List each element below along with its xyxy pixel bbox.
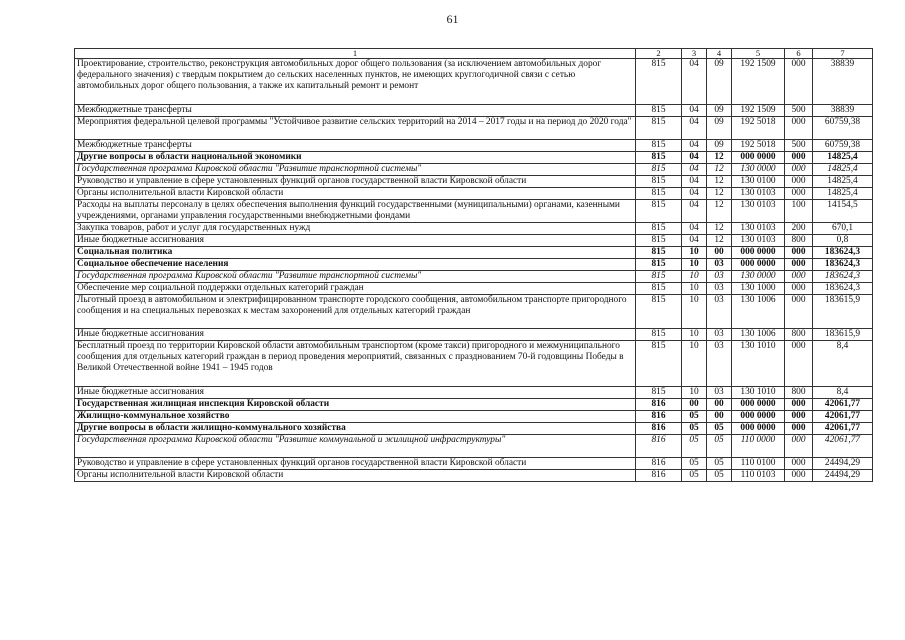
target-article-cell: 000 0000	[732, 399, 785, 411]
row-name-cell: Другие вопросы в области национальной экономики	[75, 152, 636, 164]
subsection-code-cell: 03	[707, 271, 732, 283]
department-code-cell: 816	[636, 470, 682, 482]
department-code-cell: 815	[636, 235, 682, 247]
amount-cell: 183624,3	[813, 283, 873, 295]
section-code-cell: 05	[682, 470, 707, 482]
table-row	[75, 164, 873, 176]
department-code-cell: 815	[636, 105, 682, 117]
subsection-code-cell: 12	[707, 188, 732, 200]
amount-cell: 670,1	[813, 223, 873, 235]
row-name-cell: Органы исполнительной власти Кировской области	[75, 188, 636, 200]
subsection-code-cell: 12	[707, 200, 732, 223]
subsection-code-cell: 00	[707, 411, 732, 423]
amount-cell: 8,4	[813, 387, 873, 399]
section-code-cell: 04	[682, 223, 707, 235]
target-article-cell: 000 0000	[732, 152, 785, 164]
section-code-cell: 04	[682, 235, 707, 247]
subsection-code-cell: 05	[707, 458, 732, 470]
subsection-code-cell: 03	[707, 341, 732, 387]
expense-type-cell: 000	[785, 458, 813, 470]
table-row	[75, 200, 873, 223]
expense-type-cell: 000	[785, 152, 813, 164]
department-code-cell: 815	[636, 341, 682, 387]
amount-cell: 42061,77	[813, 423, 873, 435]
table-row	[75, 105, 873, 117]
section-code-cell: 05	[682, 435, 707, 458]
section-code-cell: 04	[682, 200, 707, 223]
amount-cell: 38839	[813, 105, 873, 117]
table-row	[75, 295, 873, 329]
table-row	[75, 423, 873, 435]
target-article-cell: 130 0000	[732, 271, 785, 283]
department-code-cell: 816	[636, 423, 682, 435]
target-article-cell: 130 0000	[732, 164, 785, 176]
department-code-cell: 816	[636, 458, 682, 470]
row-name-cell: Государственная программа Кировской области "Развитие коммунальной и жилищной инфраструктуры"	[75, 435, 636, 458]
table-row	[75, 140, 873, 152]
table-row	[75, 283, 873, 295]
amount-cell: 60759,38	[813, 117, 873, 140]
department-code-cell: 816	[636, 435, 682, 458]
amount-cell: 183624,3	[813, 247, 873, 259]
expense-type-cell: 000	[785, 399, 813, 411]
column-header: 3	[682, 49, 707, 59]
column-header: 2	[636, 49, 682, 59]
row-name-cell: Руководство и управление в сфере установленных функций органов государственной власти Кировской области	[75, 176, 636, 188]
row-name-cell: Льготный проезд в автомобильном и электрифицированном транспорте городского сообщения, автомобильном транспорте пригородного сообщения и на специальных перевозках к местам захоронений для отдельных категорий граждан	[75, 295, 636, 329]
department-code-cell: 815	[636, 271, 682, 283]
expense-type-cell: 000	[785, 164, 813, 176]
target-article-cell: 130 0103	[732, 223, 785, 235]
target-article-cell: 130 1000	[732, 283, 785, 295]
row-name-cell: Органы исполнительной власти Кировской области	[75, 470, 636, 482]
expense-type-cell: 000	[785, 271, 813, 283]
target-article-cell: 130 0103	[732, 200, 785, 223]
row-name-cell: Межбюджетные трансферты	[75, 140, 636, 152]
table-header-row	[75, 49, 873, 59]
section-code-cell: 04	[682, 117, 707, 140]
row-name-cell: Жилищно-коммунальное хозяйство	[75, 411, 636, 423]
amount-cell: 60759,38	[813, 140, 873, 152]
section-code-cell: 10	[682, 259, 707, 271]
row-name-cell: Социальная политика	[75, 247, 636, 259]
table-row	[75, 387, 873, 399]
subsection-code-cell: 09	[707, 117, 732, 140]
page-number: 61	[446, 12, 459, 26]
row-name-cell: Иные бюджетные ассигнования	[75, 329, 636, 341]
section-code-cell: 10	[682, 341, 707, 387]
expense-type-cell: 000	[785, 411, 813, 423]
row-name-cell: Иные бюджетные ассигнования	[75, 235, 636, 247]
department-code-cell: 815	[636, 223, 682, 235]
subsection-code-cell: 05	[707, 435, 732, 458]
subsection-code-cell: 12	[707, 235, 732, 247]
section-code-cell: 04	[682, 176, 707, 188]
table-row	[75, 329, 873, 341]
table-row	[75, 341, 873, 387]
target-article-cell: 110 0100	[732, 458, 785, 470]
expense-type-cell: 000	[785, 341, 813, 387]
section-code-cell: 05	[682, 411, 707, 423]
department-code-cell: 815	[636, 283, 682, 295]
table-row	[75, 176, 873, 188]
table-row	[75, 271, 873, 283]
department-code-cell: 816	[636, 399, 682, 411]
table-row	[75, 223, 873, 235]
row-name-cell: Другие вопросы в области жилищно-коммунального хозяйства	[75, 423, 636, 435]
subsection-code-cell: 03	[707, 295, 732, 329]
subsection-code-cell: 09	[707, 105, 732, 117]
target-article-cell: 130 0103	[732, 235, 785, 247]
subsection-code-cell: 03	[707, 387, 732, 399]
section-code-cell: 10	[682, 387, 707, 399]
amount-cell: 14825,4	[813, 176, 873, 188]
target-article-cell: 110 0000	[732, 435, 785, 458]
expense-type-cell: 000	[785, 259, 813, 271]
expense-type-cell: 000	[785, 435, 813, 458]
expense-type-cell: 000	[785, 117, 813, 140]
section-code-cell: 10	[682, 295, 707, 329]
section-code-cell: 04	[682, 152, 707, 164]
expense-type-cell: 000	[785, 283, 813, 295]
amount-cell: 42061,77	[813, 399, 873, 411]
department-code-cell: 815	[636, 152, 682, 164]
row-name-cell: Проектирование, строительство, реконструкция автомобильных дорог общего пользования (за исключением автомобильных дорог федерального значения) с твердым покрытием до сельских населенных пунктов, не имеющих круглогодичной связи с сетью автомобильных дорог общего пользования, а также их капитальный ремонт и ремонт	[75, 59, 636, 105]
section-code-cell: 04	[682, 105, 707, 117]
amount-cell: 14825,4	[813, 152, 873, 164]
section-code-cell: 04	[682, 164, 707, 176]
department-code-cell: 815	[636, 259, 682, 271]
subsection-code-cell: 03	[707, 259, 732, 271]
table-row	[75, 117, 873, 140]
expense-type-cell: 800	[785, 387, 813, 399]
target-article-cell: 130 0103	[732, 188, 785, 200]
amount-cell: 24494,29	[813, 458, 873, 470]
subsection-code-cell: 03	[707, 283, 732, 295]
subsection-code-cell: 12	[707, 223, 732, 235]
table-row	[75, 470, 873, 482]
table-row	[75, 152, 873, 164]
section-code-cell: 04	[682, 188, 707, 200]
subsection-code-cell: 12	[707, 176, 732, 188]
department-code-cell: 816	[636, 411, 682, 423]
table-row	[75, 247, 873, 259]
column-header: 4	[707, 49, 732, 59]
target-article-cell: 130 1010	[732, 341, 785, 387]
row-name-cell: Бесплатный проезд по территории Кировской области автомобильным транспортом (кроме такси) пригородного и межмуниципального сообщения для отдельных категорий граждан в период проведения мероприятий, связанных с празднованием 70-й годовщины Победы в Великой Отечественной войне 1941 – 1945 годов	[75, 341, 636, 387]
row-name-cell: Закупка товаров, работ и услуг для государственных нужд	[75, 223, 636, 235]
amount-cell: 42061,77	[813, 411, 873, 423]
department-code-cell: 815	[636, 387, 682, 399]
row-name-cell: Иные бюджетные ассигнования	[75, 387, 636, 399]
row-name-cell: Расходы на выплаты персоналу в целях обеспечения выполнения функций государственными (муниципальными) органами, казенными учреждениями, органами управления государственными внебюджетными фондами	[75, 200, 636, 223]
expense-type-cell: 000	[785, 247, 813, 259]
expense-type-cell: 800	[785, 235, 813, 247]
budget-table	[74, 48, 873, 482]
section-code-cell: 04	[682, 59, 707, 105]
subsection-code-cell: 05	[707, 423, 732, 435]
department-code-cell: 815	[636, 176, 682, 188]
target-article-cell: 130 1006	[732, 329, 785, 341]
amount-cell: 183624,3	[813, 271, 873, 283]
table-row	[75, 458, 873, 470]
department-code-cell: 815	[636, 59, 682, 105]
amount-cell: 183615,9	[813, 295, 873, 329]
expense-type-cell: 000	[785, 470, 813, 482]
row-name-cell: Межбюджетные трансферты	[75, 105, 636, 117]
table-row	[75, 235, 873, 247]
amount-cell: 42061,77	[813, 435, 873, 458]
target-article-cell: 110 0103	[732, 470, 785, 482]
target-article-cell: 000 0000	[732, 259, 785, 271]
target-article-cell: 192 5018	[732, 140, 785, 152]
section-code-cell: 05	[682, 458, 707, 470]
subsection-code-cell: 09	[707, 59, 732, 105]
amount-cell: 0,8	[813, 235, 873, 247]
department-code-cell: 815	[636, 247, 682, 259]
subsection-code-cell: 00	[707, 399, 732, 411]
expense-type-cell: 000	[785, 423, 813, 435]
table-row	[75, 435, 873, 458]
target-article-cell: 192 5018	[732, 117, 785, 140]
target-article-cell: 192 1509	[732, 59, 785, 105]
column-header: 6	[785, 49, 813, 59]
table-row	[75, 59, 873, 105]
amount-cell: 38839	[813, 59, 873, 105]
amount-cell: 183615,9	[813, 329, 873, 341]
department-code-cell: 815	[636, 188, 682, 200]
row-name-cell: Мероприятия федеральной целевой программы "Устойчивое развитие сельских территорий на 2014 – 2017 годы и на период до 2020 года"	[75, 117, 636, 140]
row-name-cell: Обеспечение мер социальной поддержки отдельных категорий граждан	[75, 283, 636, 295]
table-row	[75, 399, 873, 411]
amount-cell: 14154,5	[813, 200, 873, 223]
expense-type-cell: 000	[785, 295, 813, 329]
section-code-cell: 00	[682, 399, 707, 411]
department-code-cell: 815	[636, 200, 682, 223]
target-article-cell: 130 1006	[732, 295, 785, 329]
target-article-cell: 000 0000	[732, 411, 785, 423]
expense-type-cell: 800	[785, 329, 813, 341]
target-article-cell: 130 0100	[732, 176, 785, 188]
expense-type-cell: 500	[785, 105, 813, 117]
section-code-cell: 04	[682, 140, 707, 152]
department-code-cell: 815	[636, 164, 682, 176]
subsection-code-cell: 12	[707, 152, 732, 164]
column-header: 5	[732, 49, 785, 59]
amount-cell: 8,4	[813, 341, 873, 387]
target-article-cell: 130 1010	[732, 387, 785, 399]
subsection-code-cell: 09	[707, 140, 732, 152]
column-header: 1	[75, 49, 636, 59]
expense-type-cell: 000	[785, 188, 813, 200]
expense-type-cell: 100	[785, 200, 813, 223]
subsection-code-cell: 03	[707, 329, 732, 341]
department-code-cell: 815	[636, 295, 682, 329]
amount-cell: 14825,4	[813, 188, 873, 200]
expense-type-cell: 500	[785, 140, 813, 152]
expense-type-cell: 000	[785, 176, 813, 188]
row-name-cell: Государственная программа Кировской области "Развитие транспортной системы"	[75, 271, 636, 283]
amount-cell: 183624,3	[813, 259, 873, 271]
row-name-cell: Руководство и управление в сфере установленных функций органов государственной власти Кировской области	[75, 458, 636, 470]
subsection-code-cell: 12	[707, 164, 732, 176]
department-code-cell: 815	[636, 329, 682, 341]
subsection-code-cell: 05	[707, 470, 732, 482]
amount-cell: 24494,29	[813, 470, 873, 482]
section-code-cell: 10	[682, 247, 707, 259]
department-code-cell: 815	[636, 117, 682, 140]
table-row	[75, 259, 873, 271]
table-row	[75, 411, 873, 423]
section-code-cell: 10	[682, 283, 707, 295]
table-row	[75, 188, 873, 200]
target-article-cell: 000 0000	[732, 247, 785, 259]
row-name-cell: Государственная жилищная инспекция Кировской области	[75, 399, 636, 411]
row-name-cell: Государственная программа Кировской области "Развитие транспортной системы"	[75, 164, 636, 176]
section-code-cell: 05	[682, 423, 707, 435]
column-header: 7	[813, 49, 873, 59]
target-article-cell: 192 1509	[732, 105, 785, 117]
section-code-cell: 10	[682, 329, 707, 341]
table-body	[75, 59, 873, 482]
subsection-code-cell: 00	[707, 247, 732, 259]
department-code-cell: 815	[636, 140, 682, 152]
expense-type-cell: 000	[785, 59, 813, 105]
section-code-cell: 10	[682, 271, 707, 283]
row-name-cell: Социальное обеспечение населения	[75, 259, 636, 271]
expense-type-cell: 200	[785, 223, 813, 235]
amount-cell: 14825,4	[813, 164, 873, 176]
target-article-cell: 000 0000	[732, 423, 785, 435]
